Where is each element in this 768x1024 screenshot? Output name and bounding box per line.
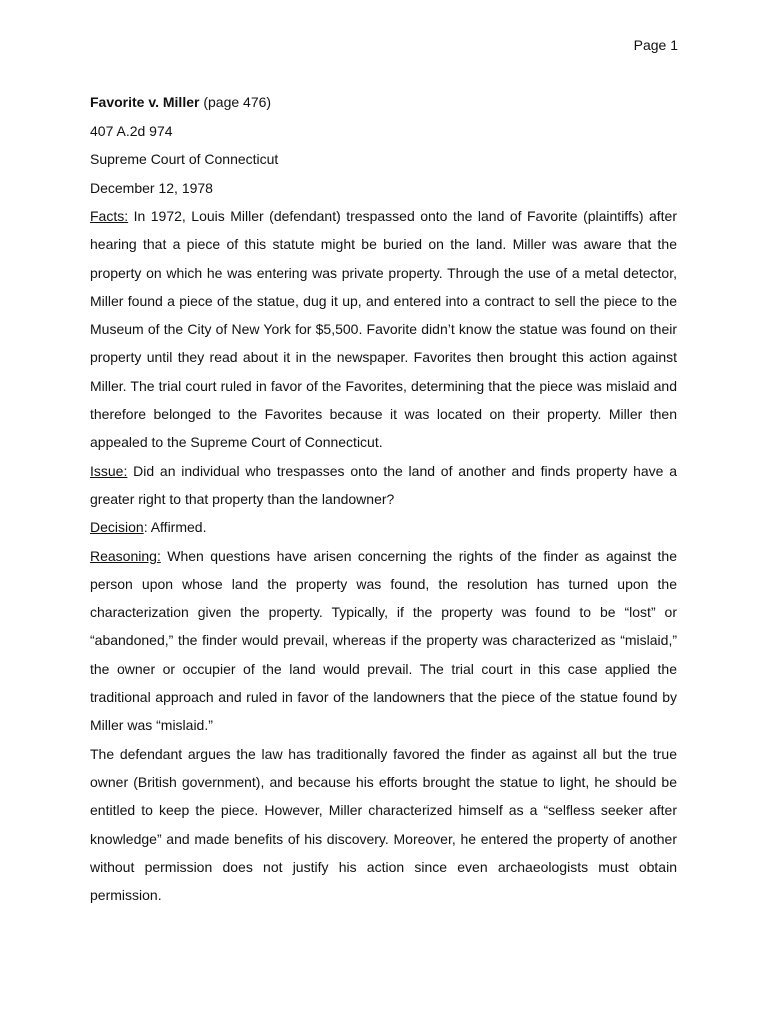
- facts-text: In 1972, Louis Miller (defendant) trespassed onto the land of Favorite (plaintiffs) after hearing that a piece of this statute might be buried on the land. Miller was aware that the property on which he was entering was private property. Through the use of a metal detector, Miller found a piece of the statue, dug it up, and entered into a contract to sell the piece to the Museum of the City of New York for $5,500. Favorite didn’t know the statue was found on their property until they read about it in the newspaper. Favorites then brought this action against Miller. The trial court ruled in favor of the Favorites, determining that the piece was mislaid and therefore belonged to the Favorites because it was located on their property. Miller then appealed to the Supreme Court of Connecticut.: [90, 208, 677, 451]
- case-court: Supreme Court of Connecticut: [90, 151, 279, 167]
- reasoning-text: When questions have arisen concerning the rights of the finder as against the person upon whose land the property was found, the resolution has turned upon the characterization given the property. Typically, if the property was found to be “lost” or “abandoned,” the finder would prevail, whereas if the property was characterized as “mislaid,” the owner or occupier of the land would prevail. The trial court in this case applied the traditional approach and ruled in favor of the landowners that the piece of the statue found by Miller was “mislaid.”: [90, 547, 678, 734]
- facts-label: Facts:: [90, 208, 129, 224]
- decision-label: Decision: [90, 519, 144, 536]
- case-heading: [90, 88, 677, 117]
- page-number: Page 1: [633, 37, 678, 53]
- reasoning-label: Reasoning:: [90, 547, 161, 564]
- case-page-ref: (page 476): [203, 94, 272, 110]
- argument-paragraph: The defendant argues the law has traditionally favored the finder as against all but the true owner (British government), and because his efforts brought the statue to light, he should be entitled to keep the piece. However, Miller characterized himself as a “selfless seeker after knowledge” and made benefits of his discovery. Moreover, he entered the property of another without permission does not justify his action since even archaeologists must obtain permission.: [90, 745, 677, 904]
- case-citation: 407 A.2d 974: [90, 122, 173, 139]
- case-title: Favorite v. Miller: [90, 94, 200, 110]
- issue-label: Issue:: [90, 462, 128, 479]
- issue-text: Did an individual who trespasses onto the land of another and finds property have a greater right to that property than the landowner?: [90, 462, 678, 507]
- issue-paragraph: [90, 457, 677, 514]
- facts-paragraph: [90, 202, 677, 457]
- case-date: December 12, 1978: [90, 179, 213, 196]
- document-body: [90, 88, 677, 909]
- decision-paragraph: [90, 513, 677, 541]
- decision-text: : Affirmed.: [143, 519, 207, 536]
- reasoning-paragraph: [90, 542, 677, 740]
